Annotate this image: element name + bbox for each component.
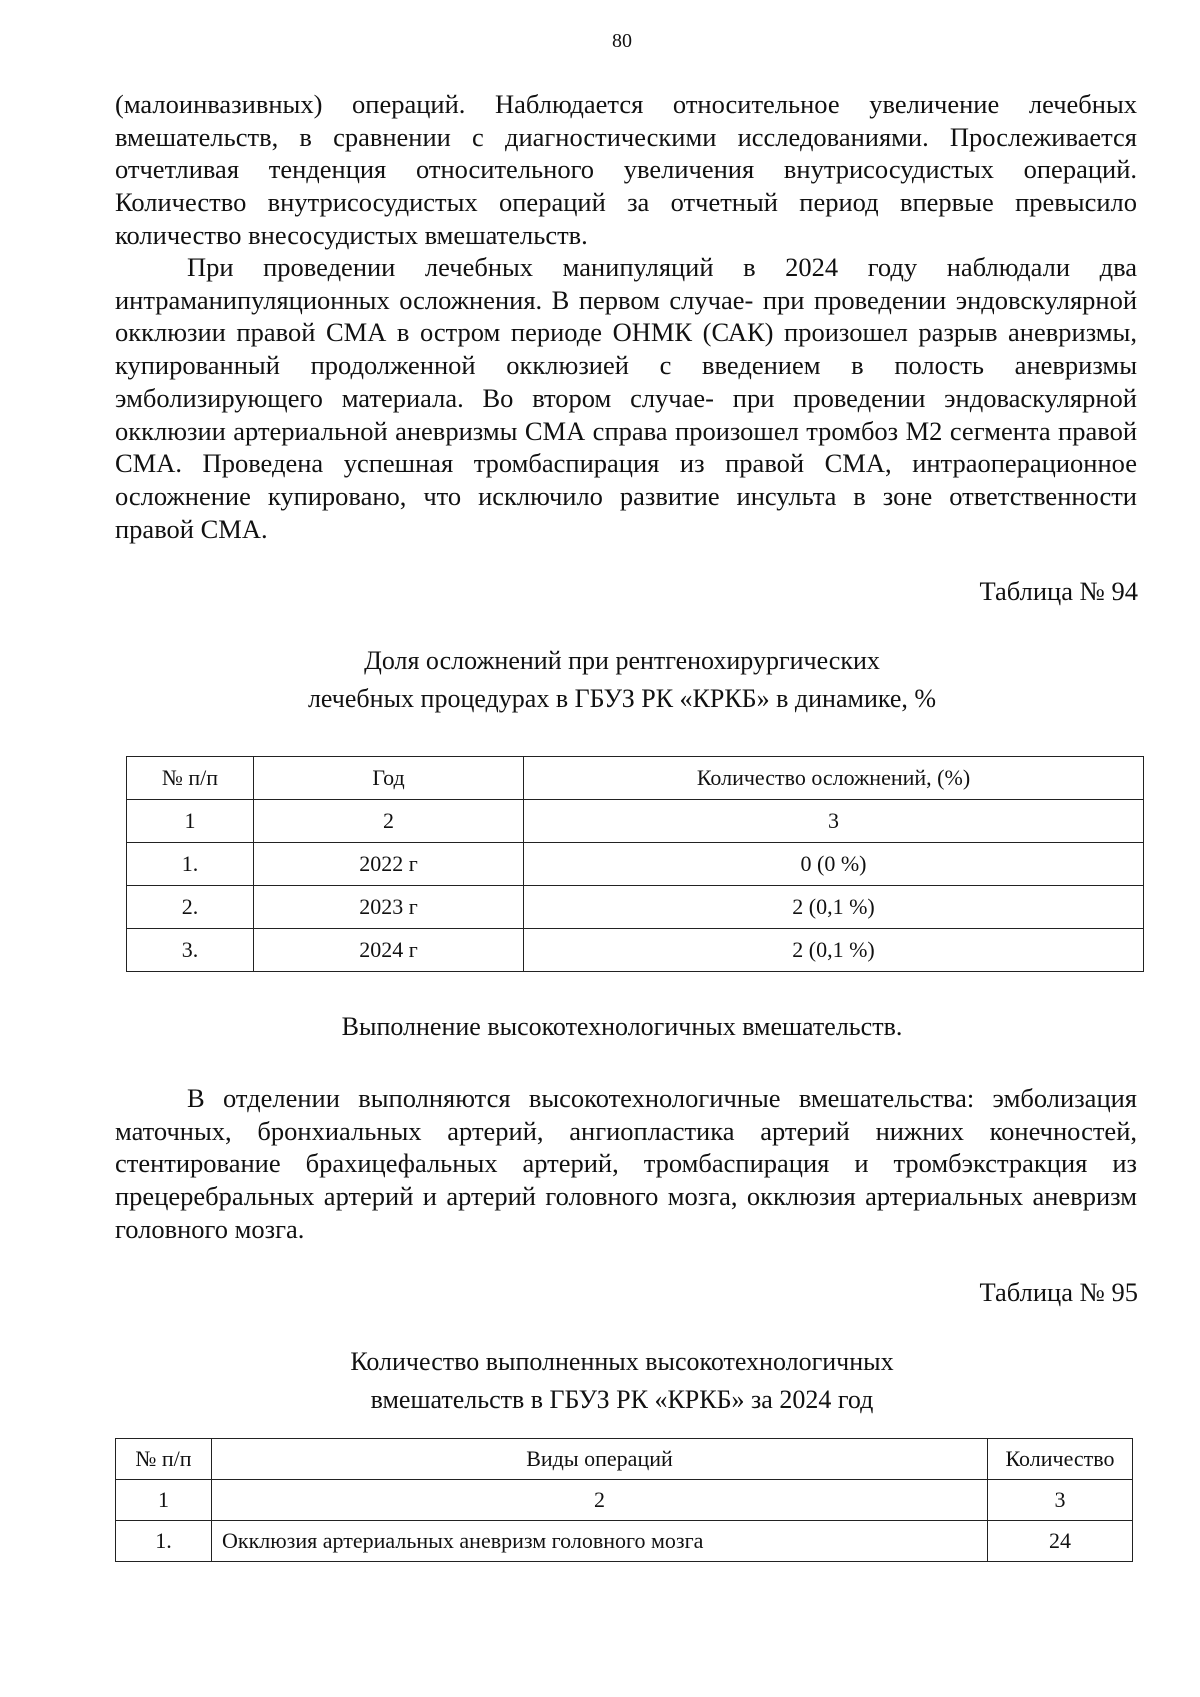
table-cell: 24 — [988, 1521, 1133, 1562]
table-header-row — [127, 757, 1144, 800]
table-95-caption-line-2: вмешательств в ГБУЗ РК «КРКБ» за 2024 год — [370, 1385, 874, 1414]
paragraph-intro: (малоинвазивных) операций. Наблюдается относительное увеличение лечебных вмешательств, в сравнении с диагностическими исследованиями. Прослеживается отчетливая тенденция относительного увеличения внутрисосудистых операций. Количество внутрисосудистых операций за отчетный период впервые превысило количество внесосудистых вмешательств. — [115, 89, 1137, 250]
table-95-caption-line-1: Количество выполненных высокотехнологичных — [350, 1347, 894, 1376]
table-94-caption — [0, 642, 1200, 718]
table-cell: 1. — [116, 1521, 212, 1562]
header-cell: Количество осложнений, (%) — [524, 757, 1144, 800]
table-cell: 2 (0,1 %) — [524, 929, 1144, 972]
table-header-row — [116, 1439, 1133, 1480]
table-94-caption-line-1: Доля осложнений при рентгенохирургических — [364, 646, 880, 675]
page-number: 80 — [612, 30, 632, 52]
table-cell: 1 — [127, 800, 254, 843]
table-cell: 2024 г — [254, 929, 524, 972]
table-row — [127, 929, 1144, 972]
header-cell: Количество — [988, 1439, 1133, 1480]
table-cell: 2. — [127, 886, 254, 929]
header-cell: Год — [254, 757, 524, 800]
table-94-caption-line-2: лечебных процедурах в ГБУЗ РК «КРКБ» в динамике, % — [307, 684, 937, 713]
table-94-label: Таблица № 94 — [979, 576, 1138, 606]
paragraph-high-tech: В отделении выполняются высокотехнологичные вмешательства: эмболизация маточных, бронхиальных артерий, ангиопластика артерий нижних конечностей, стентирование брахицефальных артерий, тромбаспирация и тромбэкстракция из прецеребральных артерий и артерий головного мозга, окклюзия артериальных аневризм головного мозга. — [115, 1083, 1137, 1244]
table-row — [127, 886, 1144, 929]
header-cell: № п/п — [127, 757, 254, 800]
header-cell: № п/п — [116, 1439, 212, 1480]
table-cell: 2023 г — [254, 886, 524, 929]
table-95-label: Таблица № 95 — [979, 1277, 1138, 1307]
table-cell: 1 — [116, 1480, 212, 1521]
table-cell: 2 — [254, 800, 524, 843]
table-cell: 3 — [988, 1480, 1133, 1521]
table-row — [116, 1521, 1133, 1562]
paragraph-complications: При проведении лечебных манипуляций в 2024 году наблюдали два интраманипуляционных осложнения. В первом случае- при проведении эндовскулярной окклюзии правой СМА в остром периоде ОНМК (САК) произошел разрыв аневризмы, купированный продолженной окклюзией с введением в полость аневризмы эмболизирующего материала. Во втором случае- при проведении эндоваскулярной окклюзии артериальной аневризмы СМА справа произошел тромбоз М2 сегмента правой СМА. Проведена успешная тромбаспирация из правой СМА, интраоперационное осложнение купировано, что исключило развитие инсульта в зоне ответственности правой СМА. — [115, 252, 1137, 544]
table-95 — [115, 1438, 1133, 1562]
table-cell: 3. — [127, 929, 254, 972]
header-cell: Виды операций — [212, 1439, 988, 1480]
table-cell: 2 (0,1 %) — [524, 886, 1144, 929]
table-cell: 3 — [524, 800, 1144, 843]
table-cell: 0 (0 %) — [524, 843, 1144, 886]
table-95-caption — [0, 1343, 1200, 1419]
table-numbering-row — [127, 800, 1144, 843]
table-cell: 1. — [127, 843, 254, 886]
table-cell: 2 — [212, 1480, 988, 1521]
table-row — [127, 843, 1144, 886]
table-cell: 2022 г — [254, 843, 524, 886]
section-heading: Выполнение высокотехнологичных вмешательств. — [341, 1012, 903, 1041]
table-numbering-row — [116, 1480, 1133, 1521]
table-cell: Окклюзия артериальных аневризм головного мозга — [212, 1521, 988, 1562]
table-94 — [126, 756, 1144, 972]
